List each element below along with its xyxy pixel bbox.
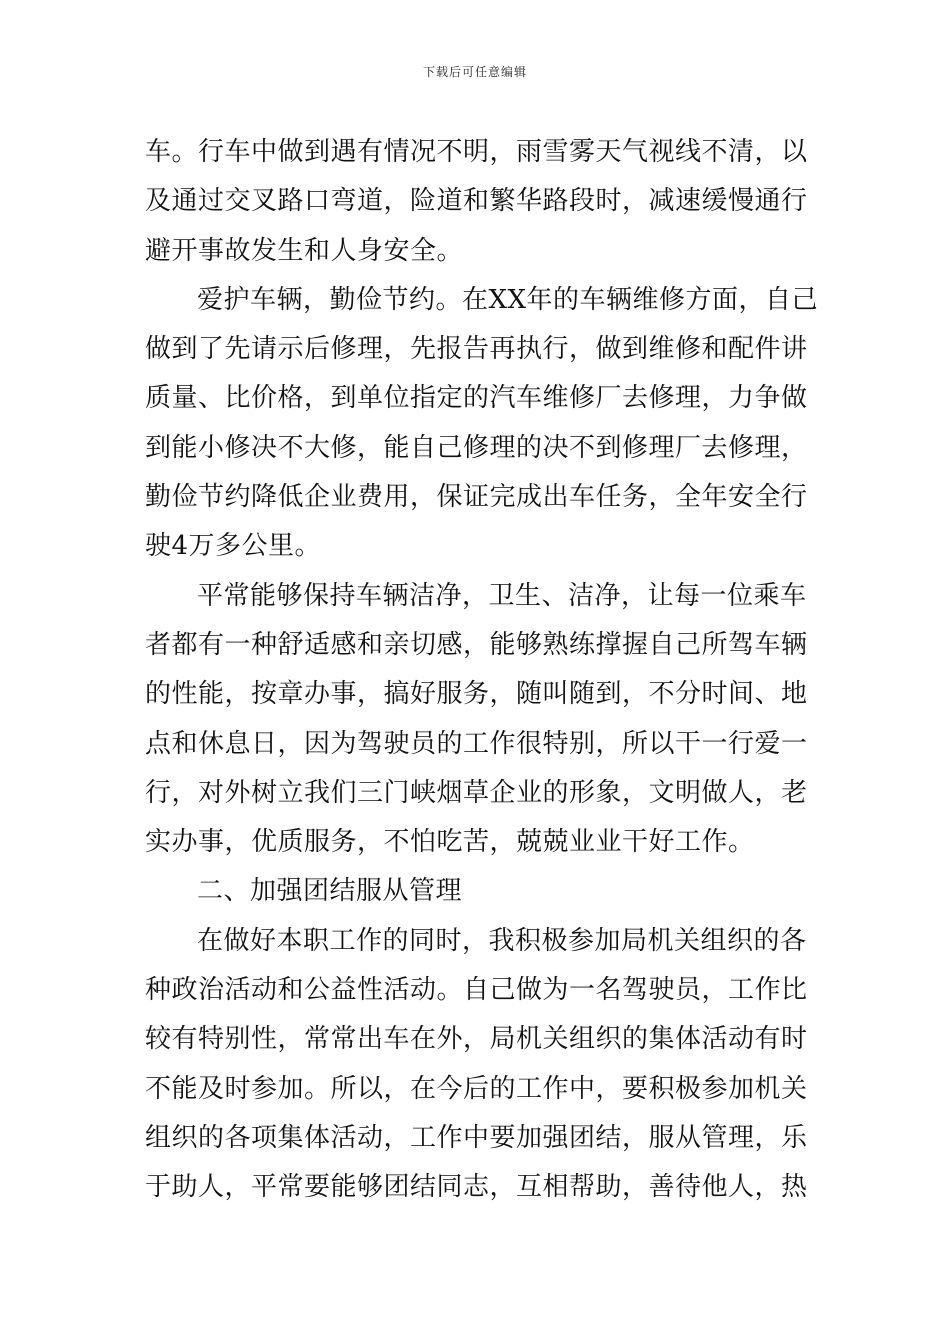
text-line: 驶4万多公里。: [145, 531, 322, 562]
text-line: 在做好本职工作的同时，我积极参加局机关组织的各: [197, 925, 807, 956]
text-line: 种政治活动和公益性活动。自己做为一名驾驶员，工作比: [145, 975, 808, 1006]
document-body: [145, 128, 819, 1213]
text-line: 二、加强团结服从管理: [197, 876, 463, 907]
text-line: 质量、比价格，到单位指定的汽车维修厂去修理，力争做: [145, 383, 808, 414]
text-line: 避开事故发生和人身安全。: [145, 235, 464, 266]
text-line: 到能小修决不大修，能自己修理的决不到修理厂去修理，: [145, 432, 808, 463]
text-line: 于助人，平常要能够团结同志，互相帮助，善待他人，热: [145, 1172, 808, 1203]
text-line: 较有特别性，常常出车在外，局机关组织的集体活动有时: [145, 1024, 808, 1055]
text-line: 者都有一种舒适感和亲切感，能够熟练撑握自己所驾车辆: [145, 629, 808, 660]
text-line: 及通过交叉路口弯道，险道和繁华路段时，减速缓慢通行: [145, 186, 808, 217]
text-line: 爱护车辆，勤俭节约。在XX年的车辆维修方面，自己: [197, 284, 819, 315]
text-line: 点和休息日，因为驾驶员的工作很特别，所以干一行爱一: [145, 728, 808, 759]
text-line: 做到了先请示后修理，先报告再执行，做到维修和配件讲: [145, 334, 808, 365]
text-line: 不能及时参加。所以，在今后的工作中，要积极参加机关: [145, 1073, 808, 1104]
page-header: 下载后可任意编辑: [422, 65, 527, 79]
text-line: 平常能够保持车辆洁净，卫生、洁净，让每一位乘车: [197, 580, 807, 611]
text-line: 车。行车中做到遇有情况不明，雨雪雾天气视线不清，以: [145, 137, 808, 167]
text-line: 组织的各项集体活动，工作中要加强团结，服从管理，乐: [145, 1122, 808, 1153]
text-line: 行，对外树立我们三门峡烟草企业的形象，文明做人，老: [145, 777, 808, 808]
text-line: 的性能，按章办事，搞好服务，随叫随到，不分时间、地: [145, 679, 808, 710]
text-line: 实办事，优质服务，不怕吃苦，兢兢业业干好工作。: [145, 827, 755, 858]
text-line: 勤俭节约降低企业费用，保证完成出车任务，全年安全行: [145, 482, 808, 513]
